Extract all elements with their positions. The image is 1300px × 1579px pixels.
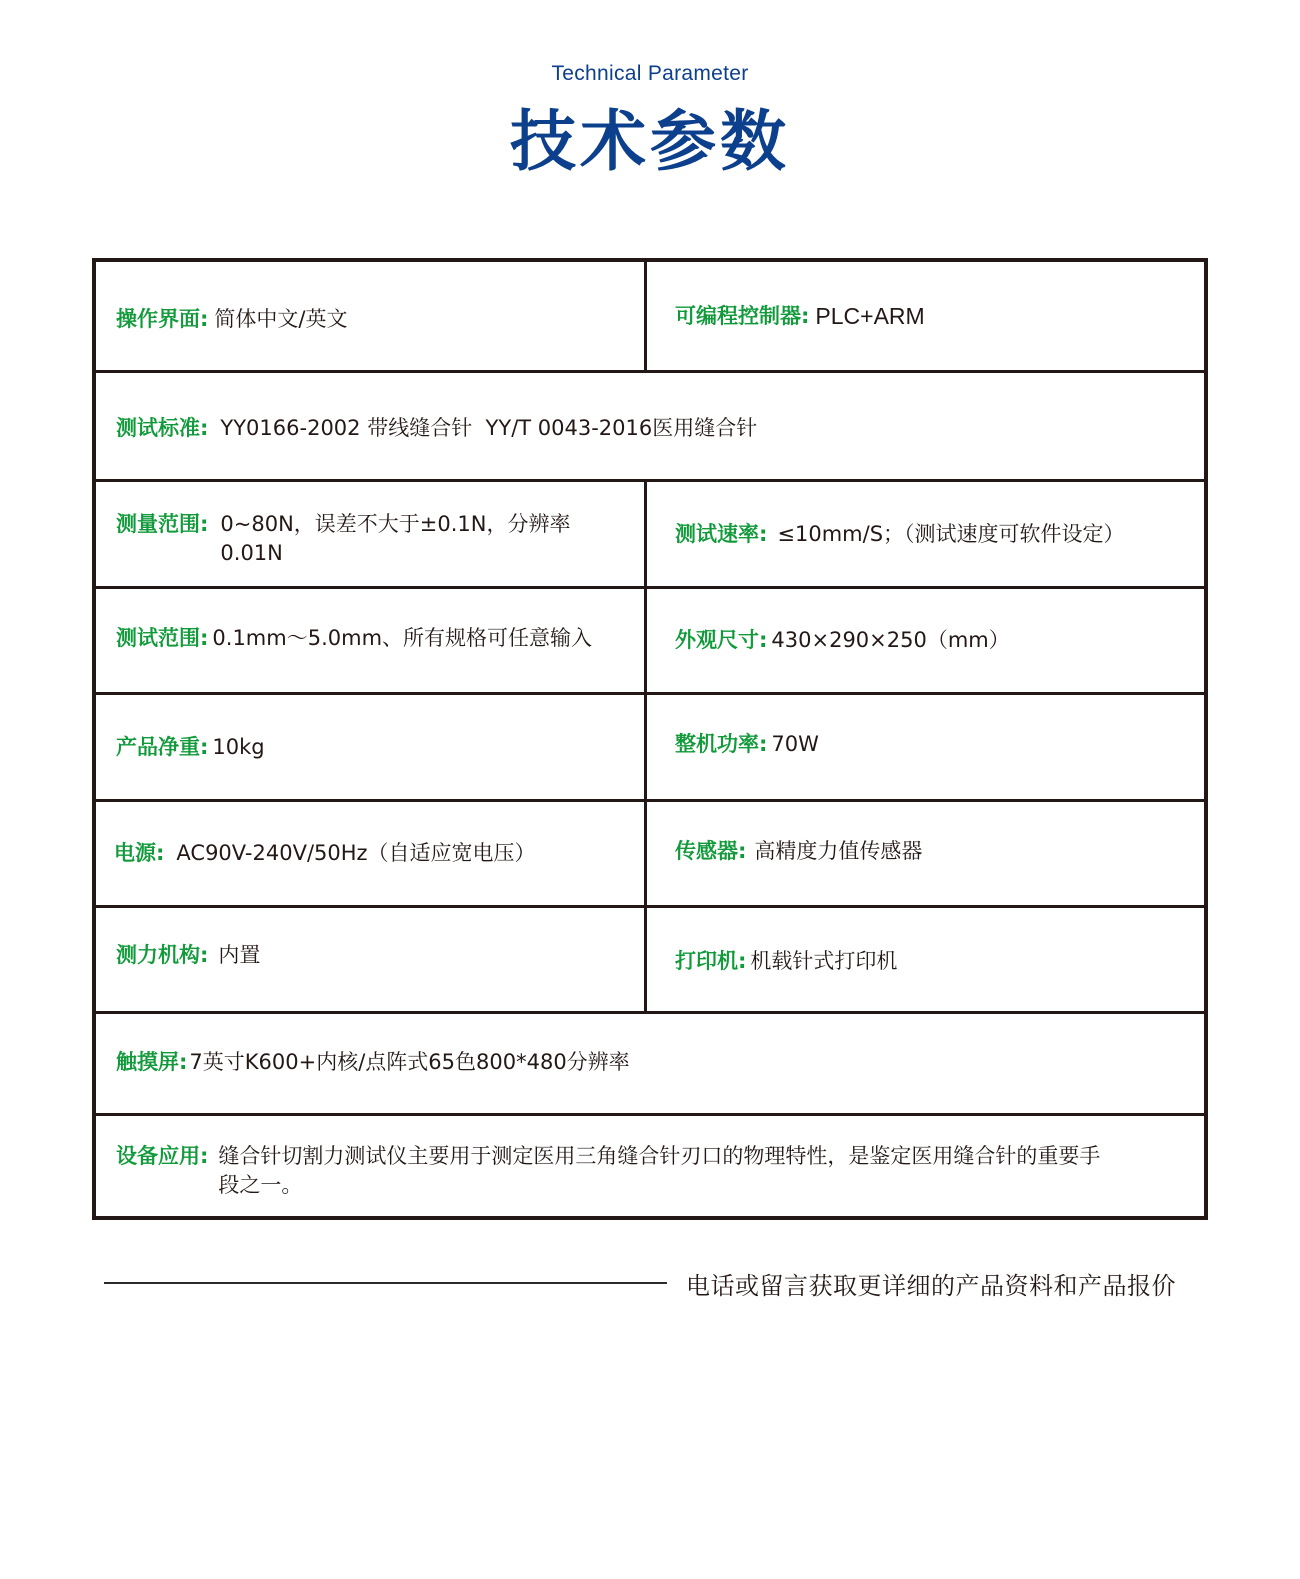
footer-contact-text: 电话或留言获取更详细的产品资料和产品报价 xyxy=(686,1272,1176,1300)
param-value: 高精度力值传感器 xyxy=(754,839,923,863)
param-label: 测量范围: xyxy=(116,512,209,536)
param-value: 内置 xyxy=(218,943,261,967)
param-cell-power xyxy=(647,695,1204,799)
param-value: PLC+ARM xyxy=(815,302,925,329)
param-cell-printer xyxy=(647,908,1204,1011)
param-label: 测试速率: xyxy=(675,521,768,546)
table-row xyxy=(96,905,1204,1011)
param-value: 7英寸K600+内核/点阵式65色800*480分辨率 xyxy=(189,1050,630,1074)
param-value: 机载针式打印机 xyxy=(750,949,898,973)
param-label: 测试标准: xyxy=(116,415,209,440)
table-row xyxy=(96,1011,1204,1113)
param-cell-test-standard xyxy=(96,373,1204,479)
param-value: 70W xyxy=(771,731,819,756)
param-cell-force-mechanism xyxy=(96,908,647,1011)
param-value: 简体中文/英文 xyxy=(214,306,348,331)
table-row xyxy=(96,479,1204,586)
param-cell-sensor xyxy=(647,802,1204,905)
param-cell-dimensions xyxy=(647,589,1204,692)
param-label: 电源: xyxy=(114,841,165,865)
param-label: 传感器: xyxy=(675,839,747,863)
param-label: 测力机构: xyxy=(116,943,209,967)
param-value: YY0166-2002 带线缝合针 YY/T 0043-2016医用缝合针 xyxy=(220,415,758,440)
param-cell-net-weight xyxy=(96,695,647,799)
param-label: 打印机: xyxy=(675,949,747,973)
section-title: 技术参数 xyxy=(510,103,790,180)
param-value: 430×290×250（mm） xyxy=(771,628,1010,652)
param-cell-operation-interface xyxy=(96,262,647,370)
param-label: 产品净重: xyxy=(116,734,209,759)
table-row xyxy=(96,262,1204,370)
footer-divider xyxy=(104,1282,667,1284)
param-label: 操作界面: xyxy=(116,306,209,331)
table-row xyxy=(96,586,1204,692)
param-cell-measure-range xyxy=(96,482,647,586)
param-value: 缝合针切割力测试仪主要用于测定医用三角缝合针刃口的物理特性，是鉴定医用缝合针的重要手段之一。 xyxy=(218,1144,1101,1197)
param-value: 0.1mm～5.0mm、所有规格可任意输入 xyxy=(212,626,593,650)
table-row xyxy=(96,370,1204,479)
param-cell-application xyxy=(96,1116,1204,1216)
param-label: 可编程控制器: xyxy=(675,303,810,328)
table-row xyxy=(96,799,1204,905)
param-value: 10kg xyxy=(212,734,265,759)
param-cell-touchscreen xyxy=(96,1014,1204,1113)
table-row xyxy=(96,692,1204,799)
param-cell-test-range xyxy=(96,589,647,692)
param-value: 0~80N，误差不大于±0.1N，分辨率 0.01N xyxy=(220,512,571,565)
param-label: 外观尺寸: xyxy=(675,628,768,652)
param-label: 测试范围: xyxy=(116,626,209,650)
param-label: 整机功率: xyxy=(675,731,768,756)
param-label: 设备应用: xyxy=(116,1144,209,1168)
table-row xyxy=(96,1113,1204,1216)
param-label: 触摸屏: xyxy=(116,1050,188,1074)
param-value: AC90V-240V/50Hz（自适应宽电压） xyxy=(176,841,536,865)
parameter-table xyxy=(92,258,1208,1220)
param-cell-power-supply xyxy=(96,802,647,905)
param-value: ≤10mm/S；（测试速度可软件设定） xyxy=(777,521,1125,546)
param-cell-test-speed xyxy=(647,482,1204,586)
section-subtitle: Technical Parameter xyxy=(551,62,749,85)
param-cell-plc xyxy=(647,262,1204,370)
